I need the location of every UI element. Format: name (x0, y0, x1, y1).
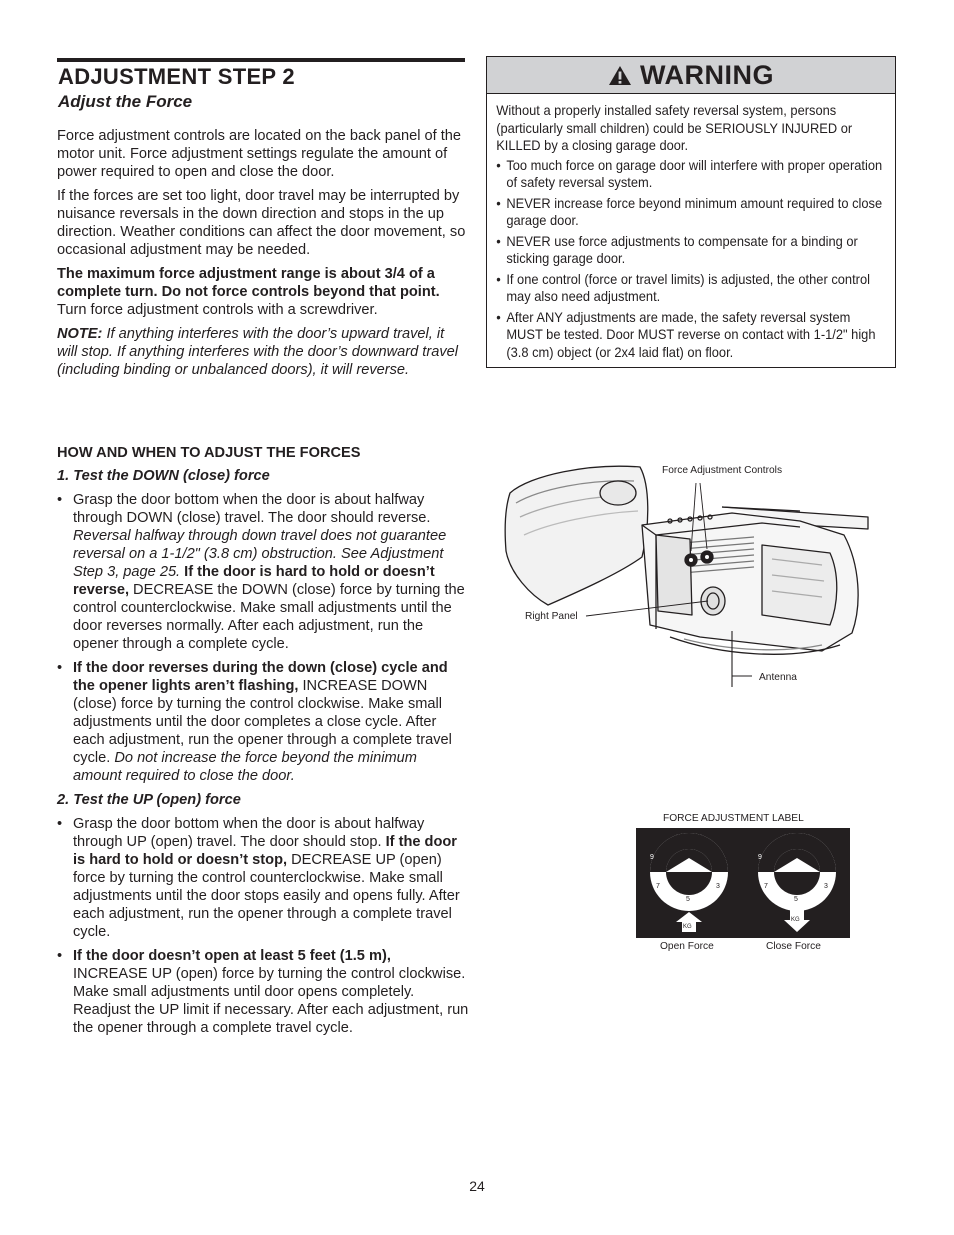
step1-item-2-text: INCREASE DOWN (close) force by turning the control clockwise. Make small adjustments until the door completes a close cycle. After each adjustment, run the opener through a complete travel cycle. (73, 678, 452, 766)
step2-item-1-bold: If the door is hard to hold or doesn’t stop, (73, 834, 457, 868)
step1-item-2-italic: Do not increase the force beyond the minimum amount required to close the door. (73, 750, 417, 784)
close-dial-number-9: 9 (758, 854, 762, 861)
intro-paragraph-2: If the forces are set too light, door travel may be interrupted by nuisance reversals in the down direction and stops in the up direction. Weather conditions can affect the door movement, so occasional adjustment may be needed. (57, 188, 466, 258)
open-force-caption: Open Force (660, 941, 714, 952)
close-unit-label: KG (791, 917, 800, 923)
step1-item-1-rest: DECREASE the DOWN (close) force by turning the control counterclockwise. Make small adjustments until the door reverses normally. After each adjustment, run the opener through a complete cycle. (73, 582, 465, 652)
howto-section (57, 444, 469, 1043)
step1-item-1 (57, 491, 469, 653)
step2-list (57, 815, 469, 1037)
step1-list (57, 491, 469, 785)
force-label-title: FORCE ADJUSTMENT LABEL (663, 813, 804, 824)
warning-header (487, 57, 895, 94)
step1-number: 1. (57, 468, 70, 484)
close-dial-number-7: 7 (764, 883, 768, 890)
howto-heading: HOW AND WHEN TO ADJUST THE FORCES (57, 445, 361, 461)
step2-item-2-bold: If the door doesn’t open at least 5 feet (1.5 m), (73, 948, 391, 964)
warning-intro: Without a properly installed safety reversal system, persons (particularly small children) could be SERIOUSLY INJURED or KILLED by a closing garage door. (496, 102, 853, 153)
warning-list (496, 157, 882, 362)
warning-box (486, 56, 896, 368)
warning-triangle-icon (608, 65, 632, 86)
warning-item: • NEVER use force adjustments to compensate for a binding or sticking garage door. (496, 233, 882, 268)
note-text: If anything interferes with the door’s upward travel, it will stop. If anything interferes with the door’s downward travel (including binding or unbalanced doors), it will reverse. (57, 326, 458, 378)
title-rule (57, 58, 465, 62)
warning-item: • Too much force on garage door will interfere with proper operation of safety reversal system. (496, 157, 882, 192)
open-dial-number-9: 9 (650, 854, 654, 861)
open-dial-number-1: 1 (724, 854, 728, 861)
step2-item-1 (57, 815, 469, 941)
step1-item-1-italic: Reversal halfway through down travel does not guarantee reversal on a 1-1/2" (3.8 cm) obstruction. See Adjustment Step 3, page 25. (73, 528, 447, 580)
warning-item: • NEVER increase force beyond minimum amount required to close garage door. (496, 195, 882, 230)
step2-item-1-rest: DECREASE UP (open) force by turning the control counterclockwise. Make small adjustments until the door stops easily and opens fully. After each adjustment, run the opener through a complete travel cycle. (73, 852, 460, 940)
note-paragraph (57, 325, 467, 379)
step1-heading (57, 467, 469, 485)
page-number: 24 (469, 1178, 485, 1194)
open-dial-number-3: 3 (716, 883, 720, 890)
step1-item-2 (57, 659, 469, 785)
open-dial-number-5: 5 (686, 896, 690, 903)
max-range-text: The maximum force adjustment range is about 3/4 of a complete turn. Do not force controls beyond that point. (57, 266, 440, 300)
intro-paragraph-3 (57, 265, 467, 319)
opener-diagram (500, 455, 880, 695)
step2-heading (57, 791, 469, 809)
page-title: ADJUSTMENT STEP 2 (58, 64, 295, 89)
step1-title: Test the DOWN (close) force (73, 468, 270, 484)
step2-number: 2. (57, 792, 70, 808)
step2-item-1-text: Grasp the door bottom when the door is about halfway through UP (open) travel. The door should stop. (73, 816, 425, 850)
warning-title: WARNING (640, 59, 774, 90)
step1-item-1-text: Grasp the door bottom when the door is about halfway through DOWN (close) travel. The door should reverse. (73, 492, 431, 526)
step1-item-2-bold: If the door reverses during the down (close) cycle and the opener lights aren’t flashing, (73, 660, 448, 694)
force-adjustment-label (636, 828, 850, 938)
step2-title: Test the UP (open) force (73, 792, 241, 808)
intro-section (57, 127, 467, 385)
open-unit-label: KG (683, 924, 692, 930)
open-dial-number-7: 7 (656, 883, 660, 890)
controls-label: Force Adjustment Controls (662, 465, 783, 476)
warning-item: • After ANY adjustments are made, the safety reversal system MUST be tested. Door MUST reverse on contact with 1-1/2" high (3.8 cm) object (or 2x4 laid flat) on floor. (496, 309, 882, 362)
antenna-label: Antenna (759, 672, 797, 683)
step1-item-1-bold: If the door is hard to hold or doesn’t reverse, (73, 564, 435, 598)
note-label: NOTE: (57, 326, 103, 342)
screwdriver-text: Turn force adjustment controls with a screwdriver. (57, 302, 378, 318)
close-dial-number-3: 3 (824, 883, 828, 890)
close-force-caption: Close Force (766, 941, 821, 952)
right-panel-label: Right Panel (525, 611, 578, 622)
intro-paragraph-1: Force adjustment controls are located on the back panel of the motor unit. Force adjustment settings regulate the amount of power required to open and close the door. (57, 128, 462, 180)
warning-body (487, 94, 892, 361)
close-dial-number-5: 5 (794, 896, 798, 903)
step2-item-2-text: INCREASE UP (open) force by turning the control clockwise. Make small adjustments until door opens completely. Readjust the UP limit if necessary. After each adjustment, run the opener through a complete travel cycle. (73, 966, 469, 1036)
close-dial-number-1: 1 (832, 854, 836, 861)
step2-item-2 (57, 947, 469, 1037)
warning-item: • If one control (force or travel limits) is adjusted, the other control may also need adjustment. (496, 271, 882, 306)
page-subtitle: Adjust the Force (58, 92, 193, 111)
